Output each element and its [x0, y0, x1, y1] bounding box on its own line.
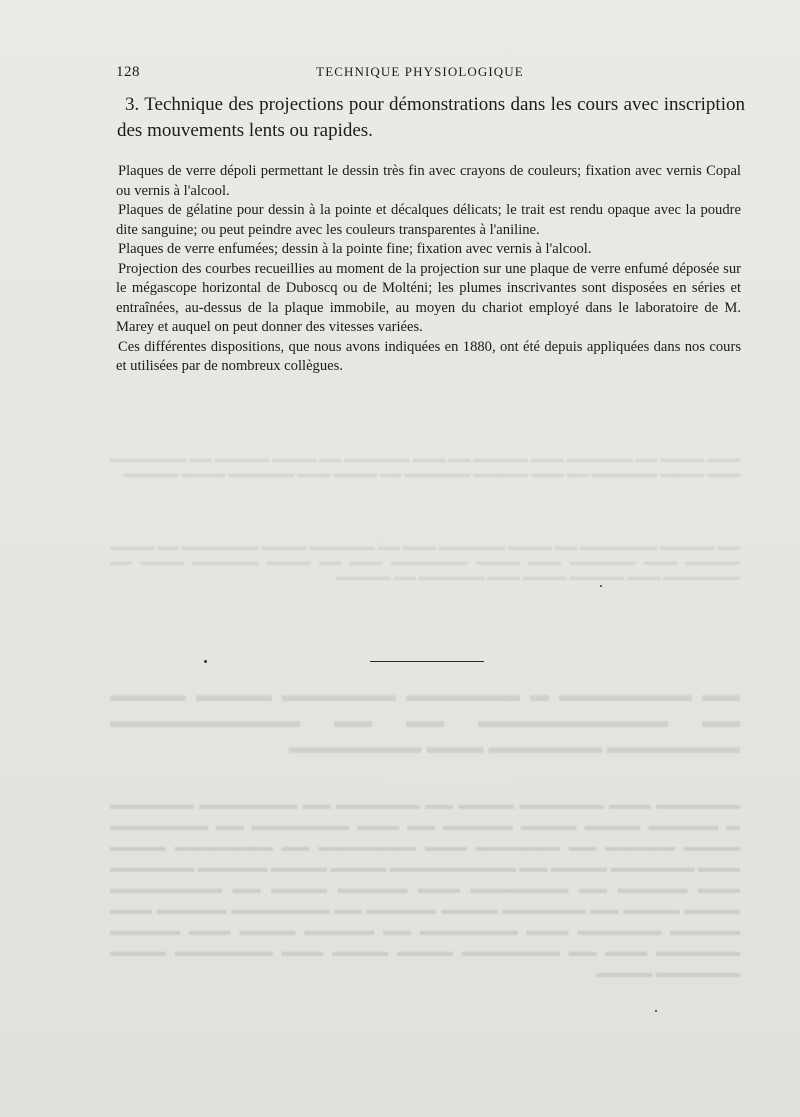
section-body — [116, 162, 741, 377]
print-speck — [204, 660, 207, 663]
paragraph-dispositions: Ces différentes dispositions, que nous avons indiquées en 1880, ont été depuis appliquées dans nos cours et utilisées par de nombreux collègues. — [116, 338, 741, 374]
show-through-body: ▬▬▬▬▬▬ ▬▬▬ ▬▬▬▬▬▬ ▬▬▬▬ ▬▬ ▬▬▬▬▬▬ ▬▬ ▬▬▬▬▬▬▬ ▬▬▬▬▬▬ ▬ ▬▬▬▬▬ ▬▬▬▬ ▬▬▬▬ ▬▬▬▬▬ ▬▬ ▬▬▬ ▬▬▬▬▬▬▬ ▬▬ ▬▬▬▬▬▬▬ ▬▬▬▬ ▬▬▬▬▬ ▬▬ ▬▬▬▬▬▬ ▬▬▬ ▬▬▬▬▬▬▬ ▬▬ ▬▬▬▬▬▬▬ ▬▬▬▬ ▬▬▬ ▬▬▬▬▬▬ ▬▬▬▬ ▬▬ ▬▬▬▬▬▬▬▬▬ ▬▬▬▬ ▬▬▬▬ ▬▬▬▬▬ ▬▬▬▬▬▬ ▬▬▬ ▬▬▬▬▬ ▬▬ ▬▬▬▬▬▬▬ ▬▬▬ ▬▬▬▬▬ ▬▬▬▬ ▬▬ ▬▬▬▬▬▬▬▬ ▬▬▬▬ ▬▬▬▬ ▬▬ ▬▬▬▬▬▬ ▬▬▬▬ ▬▬▬▬▬ ▬▬ ▬▬▬▬▬▬▬ ▬▬▬▬▬ ▬▬▬ ▬▬▬▬▬ ▬▬▬▬▬▬ ▬▬▬ ▬▬▬▬▬▬▬ ▬▬ ▬▬▬▬▬ ▬▬▬▬ ▬▬▬ ▬▬▬▬▬ ▬▬▬▬▬▬ ▬▬▬ ▬▬ ▬▬▬▬▬▬▬ ▬▬▬▬ ▬▬▬▬ ▬▬▬ ▬▬▬▬▬▬▬ ▬▬▬▬ ▬▬▬▬▬▬ ▬▬▬▬ — [110, 798, 740, 981]
print-speck — [600, 585, 602, 587]
page-number: 128 — [116, 64, 140, 80]
paragraph-frosted-glass-plates: Plaques de verre dépoli permettant le dessin très fin avec crayons de couleurs; fixation avec vernis Copal ou vernis à l'alcool. — [116, 163, 741, 199]
paragraph-smoked-glass-plates: Plaques de verre enfumées; dessin à la pointe fine; fixation avec vernis à l'alcool. — [118, 241, 592, 257]
running-title: TECHNIQUE PHYSIOLOGIQUE — [316, 64, 524, 79]
section-heading: 3. Technique des projections pour démonstrations dans les cours avec inscription des mouvements lents ou rapides. — [117, 94, 745, 141]
section-divider — [370, 661, 484, 662]
running-head — [0, 62, 800, 82]
print-speck — [655, 1010, 657, 1012]
paragraph-curve-projection: Projection des courbes recueillies au moment de la projection sur une plaque de verre enfumé déposée sur le mégascope horizontal de Duboscq ou de Molténi; les plumes inscrivantes sont disposées en séries et entraînées, au-dessus de la plaque immobile, au moyen du chariot employé dans le laboratoire de M. Marey et auquel on peut donner des vitesses variées. — [116, 260, 741, 335]
show-through-footnotes: ▬▬▬ ▬▬▬▬ ▬▬ ▬▬▬▬▬▬ ▬▬▬ ▬▬▬▬▬ ▬▬ ▬▬▬ ▬▬▬▬▬▬ ▬▬ ▬▬▬▬ ▬▬▬▬▬ ▬▬ ▬▬▬▬▬▬▬ ▬▬▬ ▬▬▬▬ ▬▬▬▬▬▬ ▬▬ ▬▬▬ ▬▬▬▬▬ ▬▬▬▬▬▬ ▬▬ ▬▬▬▬ ▬▬▬ ▬▬▬▬▬▬ ▬▬▬▬ ▬▬▬▬▬ — [110, 453, 740, 480]
paragraph-gelatin-plates: Plaques de gélatine pour dessin à la pointe et décalques délicats; le trait est rendu opaque avec la poudre dite sanguine; ou peut peindre avec les couleurs transparentes à l'aniline. — [116, 202, 741, 238]
show-through-notes: ▬▬ ▬▬▬▬▬ ▬▬▬▬▬▬▬ ▬▬ ▬▬▬▬ ▬▬▬▬▬▬ ▬▬▬ ▬▬ ▬▬▬▬▬▬ ▬▬▬▬ ▬▬▬▬▬▬▬ ▬▬ ▬▬▬▬ ▬▬▬▬▬ ▬▬▬ ▬▬▬▬▬▬ ▬▬▬ ▬▬▬▬ ▬▬▬▬▬▬▬ ▬▬▬ ▬▬ ▬▬▬▬ ▬▬▬▬▬▬ ▬▬▬▬ ▬▬ ▬▬▬▬▬▬▬ ▬▬▬ ▬▬▬▬▬ ▬▬▬▬ ▬▬▬ ▬▬▬▬▬▬ ▬▬ ▬▬▬▬▬ — [110, 541, 740, 583]
show-through-heading: ▬▬ ▬▬▬▬▬▬▬ ▬ ▬▬▬▬▬▬ ▬▬▬▬▬▬ ▬▬▬▬ ▬▬▬▬ ▬▬ ▬▬▬▬▬▬▬▬▬▬ ▬▬ ▬▬ ▬▬▬▬▬▬▬▬▬▬ ▬▬▬▬▬▬▬ ▬▬▬▬▬▬ ▬▬▬ ▬▬▬▬▬▬▬ — [110, 685, 740, 758]
